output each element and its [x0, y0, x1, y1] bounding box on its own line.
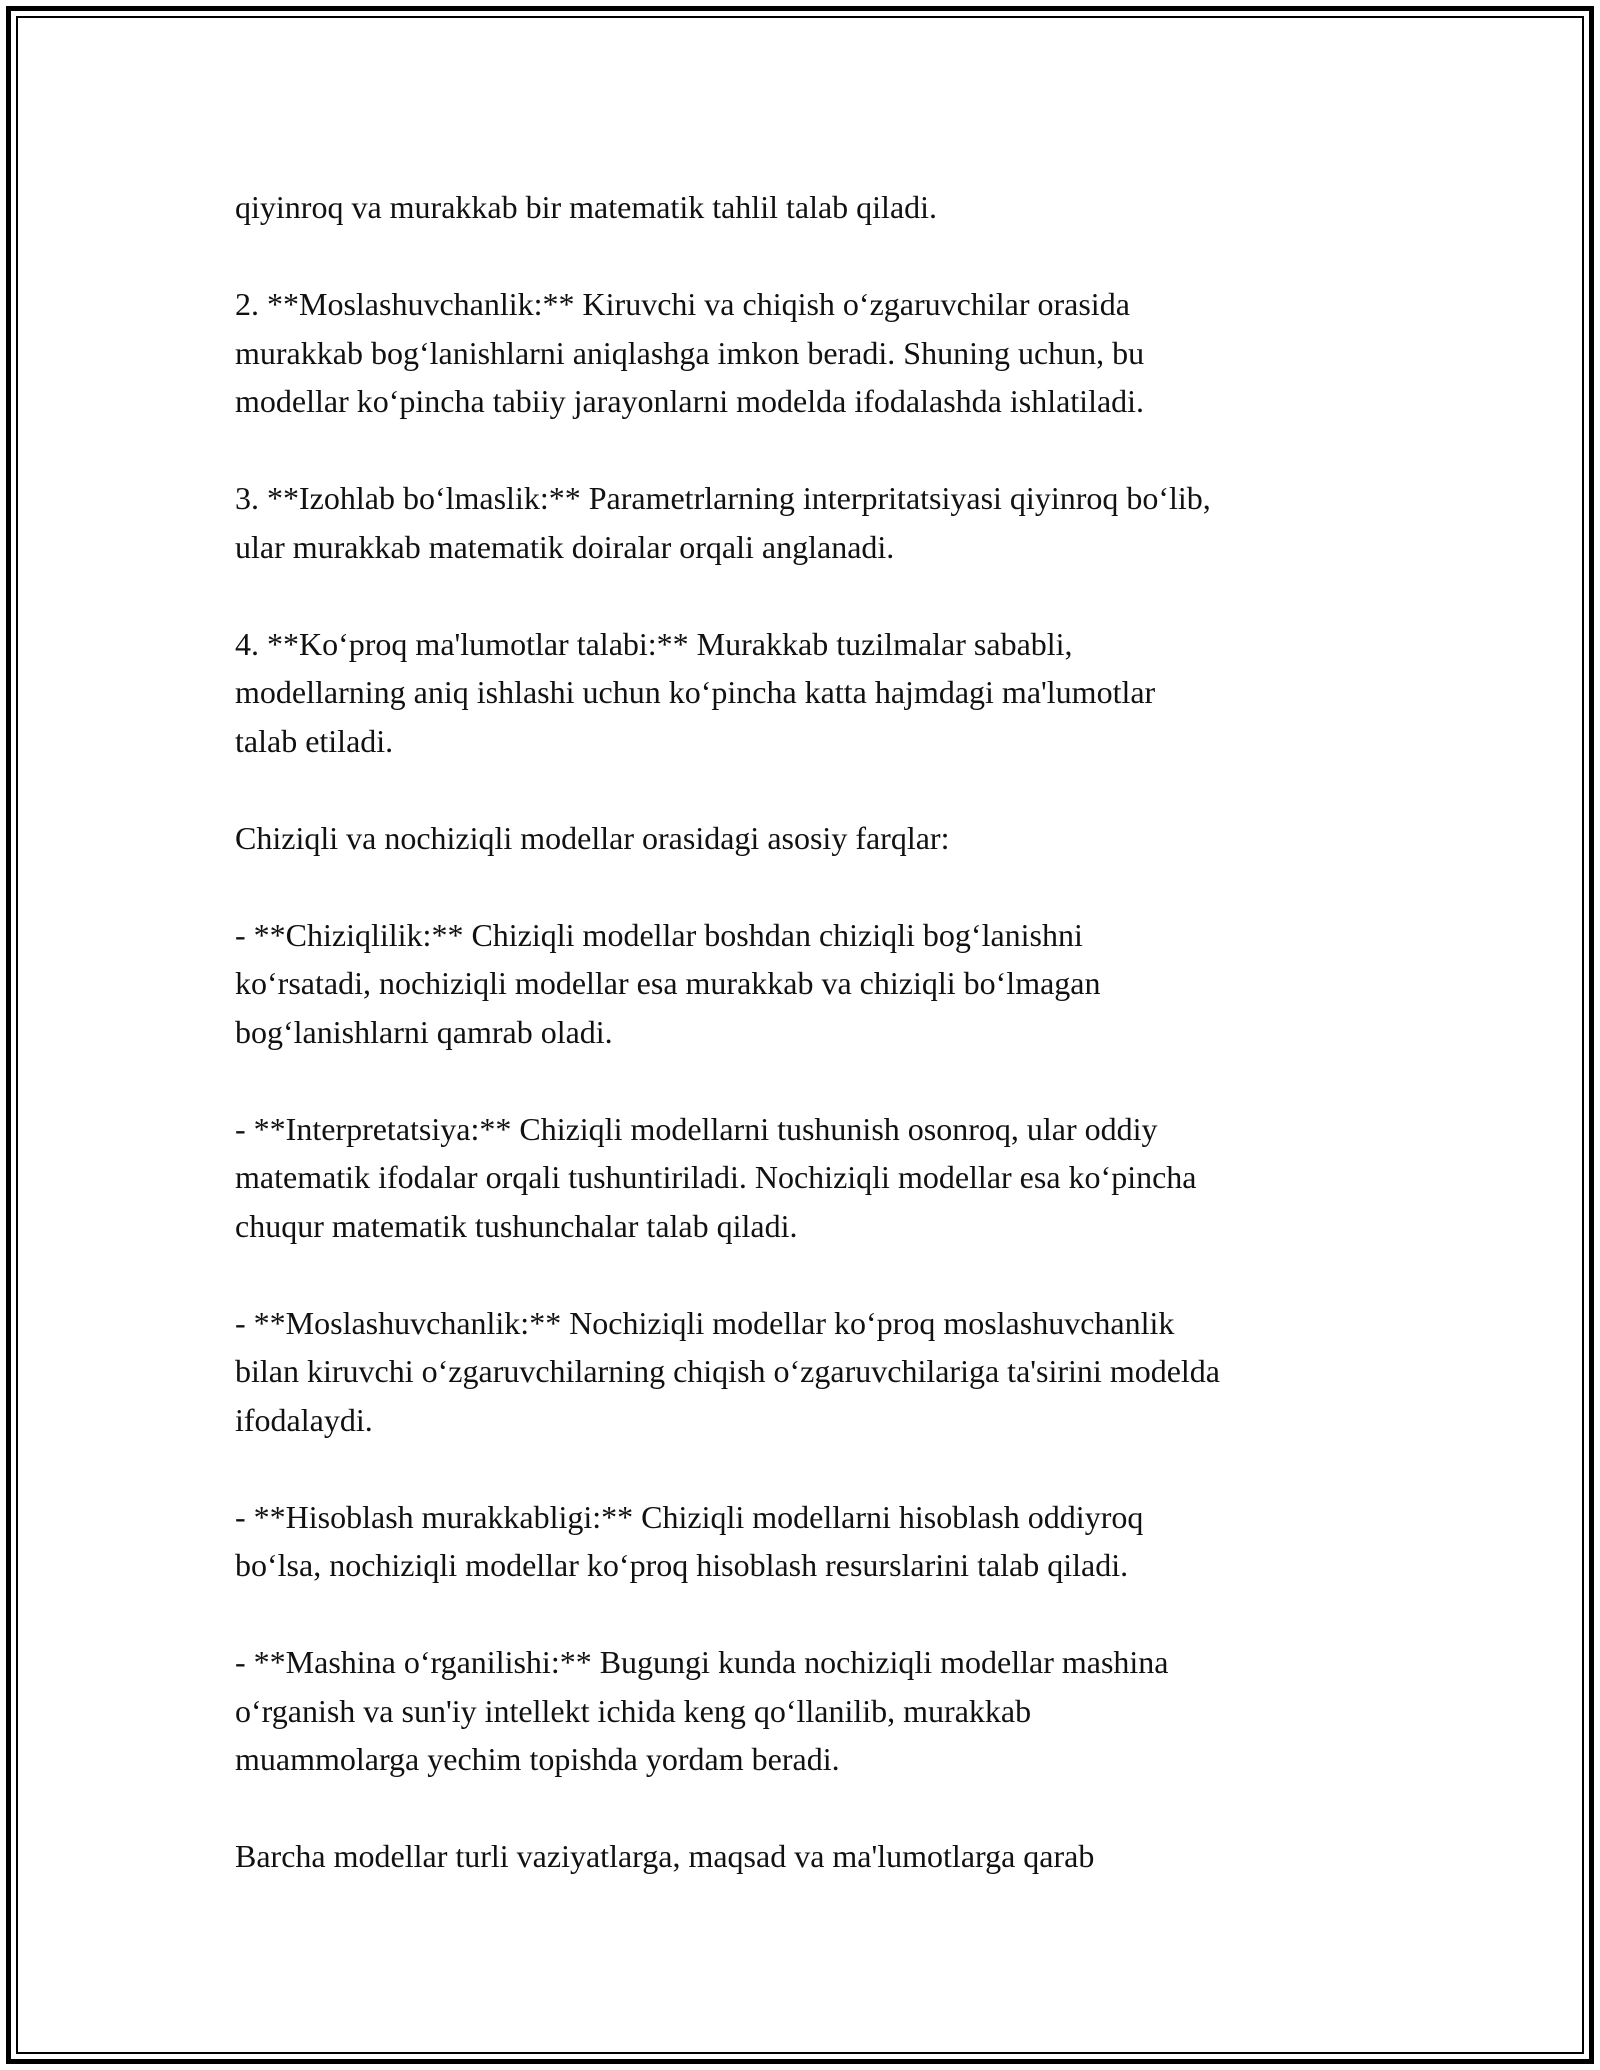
paragraph-differences-heading: Chiziqli va nochiziqli modellar orasidagi asosiy farqlar:	[235, 819, 950, 856]
paragraph-bullet-chiziqlilik: - **Chiziqlilik:** Chiziqli modellar boshdan chiziqli bog‘lanishni ko‘rsatadi, nochiziqli modellar esa murakkab va chiziqli bo‘lmagan bog‘lanishlarni qamrab oladi.	[235, 916, 1101, 1050]
paragraph-bullet-moslashuvchanlik: - **Moslashuvchanlik:** Nochiziqli modellar ko‘proq moslashuvchanlik bilan kiruvchi o‘zgaruvchilarning chiqish o‘zgaruvchilariga ta'sirini modelda ifodalaydi.	[235, 1304, 1220, 1438]
paragraph-closing: Barcha modellar turli vaziyatlarga, maqsad va ma'lumotlarga qarab	[235, 1838, 1095, 1874]
paragraph-bullet-mashina: - **Mashina o‘rganilishi:** Bugungi kunda nochiziqli modellar mashina o‘rganish va sun'iy intellekt ichida keng qo‘llanilib, murakkab muammolarga yechim topishda yordam beradi.	[235, 1644, 1169, 1777]
paragraph-bullet-hisoblash: - **Hisoblash murakkabligi:** Chiziqli modellarni hisoblash oddiyroq bo‘lsa, nochiziqli modellar ko‘proq hisoblash resurslarini talab qiladi.	[235, 1498, 1144, 1583]
paragraph-item-moslashuvchanlik: 2. **Moslashuvchanlik:** Kiruvchi va chiqish o‘zgaruvchilar orasida murakkab bog‘lanishlarni aniqlashga imkon beradi. Shuning uchun, bu modellar ko‘pincha tabiiy jarayonlarni modelda ifodalashda ishlatiladi.	[235, 286, 1145, 419]
paragraph-bullet-interpretatsiya: - **Interpretatsiya:** Chiziqli modellarni tushunish osonroq, ular oddiy matematik ifodalar orqali tushuntiriladi. Nochiziqli modellar esa ko‘pincha chuqur matematik tushunchalar talab qiladi.	[235, 1110, 1197, 1244]
document-body	[235, 183, 1375, 1881]
paragraph-item-koproq-malumotlar: 4. **Ko‘proq ma'lumotlar talabi:** Murakkab tuzilmalar sababli, modellarning aniq ishlashi uchun ko‘pincha katta hajmdagi ma'lumotlar talab etiladi.	[235, 625, 1156, 759]
paragraph-continuation: qiyinroq va murakkab bir matematik tahlil talab qiladi.	[235, 189, 938, 225]
paragraph-item-izohlab-bolmaslik: 3. **Izohlab bo‘lmaslik:** Parametrlarning interpritatsiyasi qiyinroq bo‘lib, ular murakkab matematik doiralar orqali anglanadi.	[235, 480, 1211, 565]
